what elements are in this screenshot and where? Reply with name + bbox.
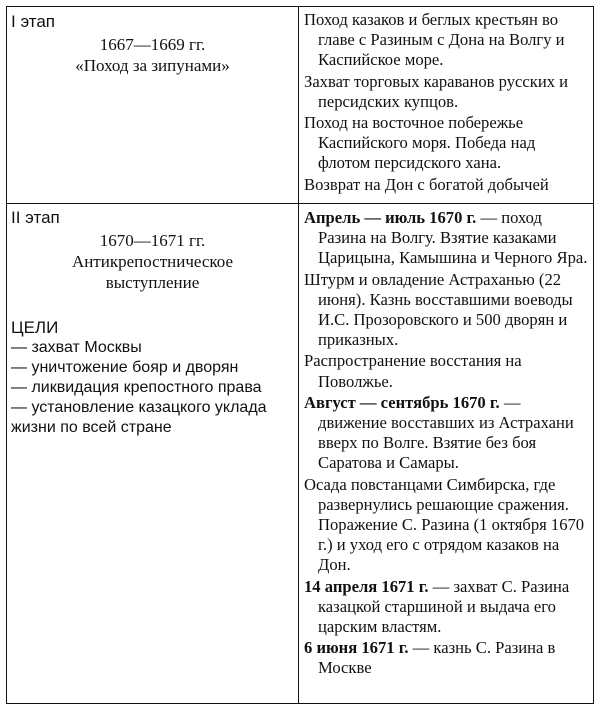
stages-table xyxy=(6,6,594,704)
stage2-event: 14 апреля 1671 г. — захват С. Разина казацкой старшиной и выдача его царским властям. xyxy=(304,576,570,637)
row-divider xyxy=(7,203,593,204)
stage2-events-cell xyxy=(304,208,590,700)
stage1-title: «Поход за зипунами» xyxy=(75,56,230,75)
stage2-event: Распространение восстания на Поволжье. xyxy=(304,351,522,391)
stage2-label: II этап xyxy=(11,208,60,227)
stage2-title-line2: выступление xyxy=(105,273,200,292)
stage1-label: I этап xyxy=(11,12,56,31)
goal-item: — захват Москвы xyxy=(11,339,142,356)
goals-list xyxy=(11,338,294,438)
stage2-event: Август — сентябрь 1670 г. — движение восставших из Астрахани вверх по Волге. Взятие без боя Саратова и Самары. xyxy=(304,392,574,473)
stage2-dates: 1670—1671 гг. xyxy=(99,231,206,250)
stage2-event: 6 июня 1671 г. — казнь С. Разина в Москве xyxy=(304,638,556,678)
column-divider xyxy=(298,7,299,703)
stage2-title-line1: Антикрепостническое xyxy=(71,252,234,271)
goal-item: — установление казацкого уклада жизни по всей стране xyxy=(11,399,267,436)
stage1-event: Поход казаков и беглых крестьян во главе с Разиным с Дона на Волгу и Каспийское море. xyxy=(304,10,565,70)
stage1-dates: 1667—1669 гг. xyxy=(99,35,206,54)
stage2-event: Штурм и овладение Астраханью (22 июня). Казнь восставшими воеводы И.С. Прозоровского и 500 дворян и приказных. xyxy=(304,269,573,350)
stage1-header-cell xyxy=(11,11,294,201)
stage1-event: Захват торговых караванов русских и персидских купцов. xyxy=(304,71,569,111)
stage1-event: Поход на восточное побережье Каспийского моря. Победа над флотом персидского хана. xyxy=(304,113,536,173)
goals-title: ЦЕЛИ xyxy=(11,318,59,337)
goal-item: — ликвидация крепостного права xyxy=(11,379,262,396)
stage1-event: Возврат на Дон с богатой добычей xyxy=(304,174,549,194)
goal-item: — уничтожение бояр и дворян xyxy=(11,359,239,376)
stage2-header-cell xyxy=(11,207,294,697)
stage2-event: Осада повстанцами Симбирска, где развернулись решающие сражения. Поражение С. Разина (1 октября 1670 г.) и уход его с отрядом казаков на Дон. xyxy=(304,474,585,575)
stage2-event: Апрель — июль 1670 г. — поход Разина на Волгу. Взятие казаками Царицына, Камышина и Черного Яра. xyxy=(304,208,588,268)
stage1-events-cell xyxy=(304,10,590,202)
